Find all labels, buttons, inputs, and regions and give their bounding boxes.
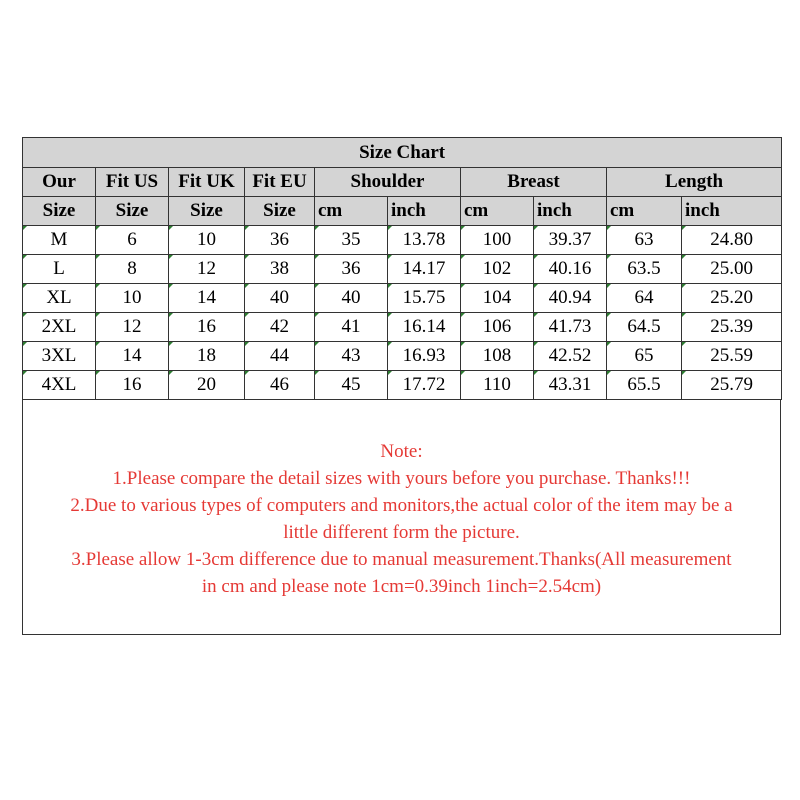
cell-length-inch: 25.59 — [682, 342, 782, 371]
header-shoulder: Shoulder — [315, 168, 461, 197]
cell-fit-eu: 36 — [245, 226, 315, 255]
table-row — [23, 226, 782, 255]
cell-breast-cm: 102 — [461, 255, 534, 284]
cell-shoulder-cm: 41 — [315, 313, 388, 342]
header-row-2 — [23, 197, 782, 226]
cell-fit-eu: 38 — [245, 255, 315, 284]
cell-length-cm: 63.5 — [607, 255, 682, 284]
cell-breast-inch: 43.31 — [534, 371, 607, 400]
header-length: Length — [607, 168, 782, 197]
cell-length-cm: 64.5 — [607, 313, 682, 342]
cell-fit-uk: 14 — [169, 284, 245, 313]
cell-fit-eu: 44 — [245, 342, 315, 371]
cell-fit-us: 6 — [96, 226, 169, 255]
note-line: little different form the picture. — [283, 522, 520, 543]
header-fit-eu-sub: Size — [245, 197, 315, 226]
cell-fit-eu: 42 — [245, 313, 315, 342]
cell-our-size: XL — [23, 284, 96, 313]
shoulder-inch-label: inch — [388, 197, 461, 226]
cell-our-size: L — [23, 255, 96, 284]
cell-fit-eu: 46 — [245, 371, 315, 400]
cell-shoulder-inch: 14.17 — [388, 255, 461, 284]
cell-breast-inch: 40.16 — [534, 255, 607, 284]
chart-title: Size Chart — [23, 138, 782, 168]
shoulder-cm-label: cm — [315, 197, 388, 226]
cell-breast-cm: 110 — [461, 371, 534, 400]
cell-shoulder-inch: 17.72 — [388, 371, 461, 400]
table-row — [23, 313, 782, 342]
cell-shoulder-cm: 43 — [315, 342, 388, 371]
table-row — [23, 371, 782, 400]
cell-fit-us: 10 — [96, 284, 169, 313]
cell-shoulder-cm: 35 — [315, 226, 388, 255]
cell-shoulder-inch: 13.78 — [388, 226, 461, 255]
cell-breast-inch: 41.73 — [534, 313, 607, 342]
note-heading: Note: — [380, 441, 423, 462]
cell-our-size: 2XL — [23, 313, 96, 342]
cell-length-inch: 25.39 — [682, 313, 782, 342]
header-breast: Breast — [461, 168, 607, 197]
header-fit-eu: Fit EU — [245, 168, 315, 197]
breast-inch-label: inch — [534, 197, 607, 226]
cell-breast-inch: 42.52 — [534, 342, 607, 371]
cell-shoulder-cm: 40 — [315, 284, 388, 313]
cell-our-size: M — [23, 226, 96, 255]
cell-fit-eu: 40 — [245, 284, 315, 313]
title-row — [23, 138, 782, 168]
cell-length-inch: 25.00 — [682, 255, 782, 284]
cell-length-cm: 65.5 — [607, 371, 682, 400]
cell-shoulder-cm: 36 — [315, 255, 388, 284]
cell-length-inch: 25.79 — [682, 371, 782, 400]
size-table — [22, 137, 782, 400]
header-our-size-sub: Size — [23, 197, 96, 226]
header-fit-us-sub: Size — [96, 197, 169, 226]
cell-breast-inch: 39.37 — [534, 226, 607, 255]
cell-length-inch: 25.20 — [682, 284, 782, 313]
cell-breast-cm: 108 — [461, 342, 534, 371]
cell-our-size: 3XL — [23, 342, 96, 371]
cell-fit-us: 12 — [96, 313, 169, 342]
table-row — [23, 342, 782, 371]
notes-block — [23, 438, 780, 600]
cell-breast-cm: 106 — [461, 313, 534, 342]
cell-fit-uk: 20 — [169, 371, 245, 400]
cell-fit-uk: 10 — [169, 226, 245, 255]
header-row-1 — [23, 168, 782, 197]
cell-breast-cm: 100 — [461, 226, 534, 255]
cell-shoulder-inch: 16.93 — [388, 342, 461, 371]
length-inch-label: inch — [682, 197, 782, 226]
cell-length-inch: 24.80 — [682, 226, 782, 255]
cell-shoulder-inch: 15.75 — [388, 284, 461, 313]
table-row — [23, 255, 782, 284]
table-row — [23, 284, 782, 313]
size-chart-panel — [22, 137, 781, 635]
cell-shoulder-inch: 16.14 — [388, 313, 461, 342]
cell-length-cm: 63 — [607, 226, 682, 255]
cell-fit-uk: 16 — [169, 313, 245, 342]
length-cm-label: cm — [607, 197, 682, 226]
note-line: 2.Due to various types of computers and monitors,the actual color of the item may be a — [70, 495, 733, 516]
header-fit-us: Fit US — [96, 168, 169, 197]
cell-fit-uk: 18 — [169, 342, 245, 371]
header-fit-uk: Fit UK — [169, 168, 245, 197]
cell-our-size: 4XL — [23, 371, 96, 400]
header-fit-uk-sub: Size — [169, 197, 245, 226]
header-our-size: Our — [23, 168, 96, 197]
cell-length-cm: 64 — [607, 284, 682, 313]
note-line: in cm and please note 1cm=0.39inch 1inch=2.54cm) — [201, 576, 602, 597]
cell-breast-inch: 40.94 — [534, 284, 607, 313]
cell-fit-uk: 12 — [169, 255, 245, 284]
cell-fit-us: 8 — [96, 255, 169, 284]
note-line: 3.Please allow 1-3cm difference due to manual measurement.Thanks(All measurement — [71, 549, 732, 570]
cell-fit-us: 16 — [96, 371, 169, 400]
cell-breast-cm: 104 — [461, 284, 534, 313]
breast-cm-label: cm — [461, 197, 534, 226]
note-line: 1.Please compare the detail sizes with yours before you purchase. Thanks!!! — [112, 468, 691, 489]
cell-fit-us: 14 — [96, 342, 169, 371]
cell-length-cm: 65 — [607, 342, 682, 371]
cell-shoulder-cm: 45 — [315, 371, 388, 400]
